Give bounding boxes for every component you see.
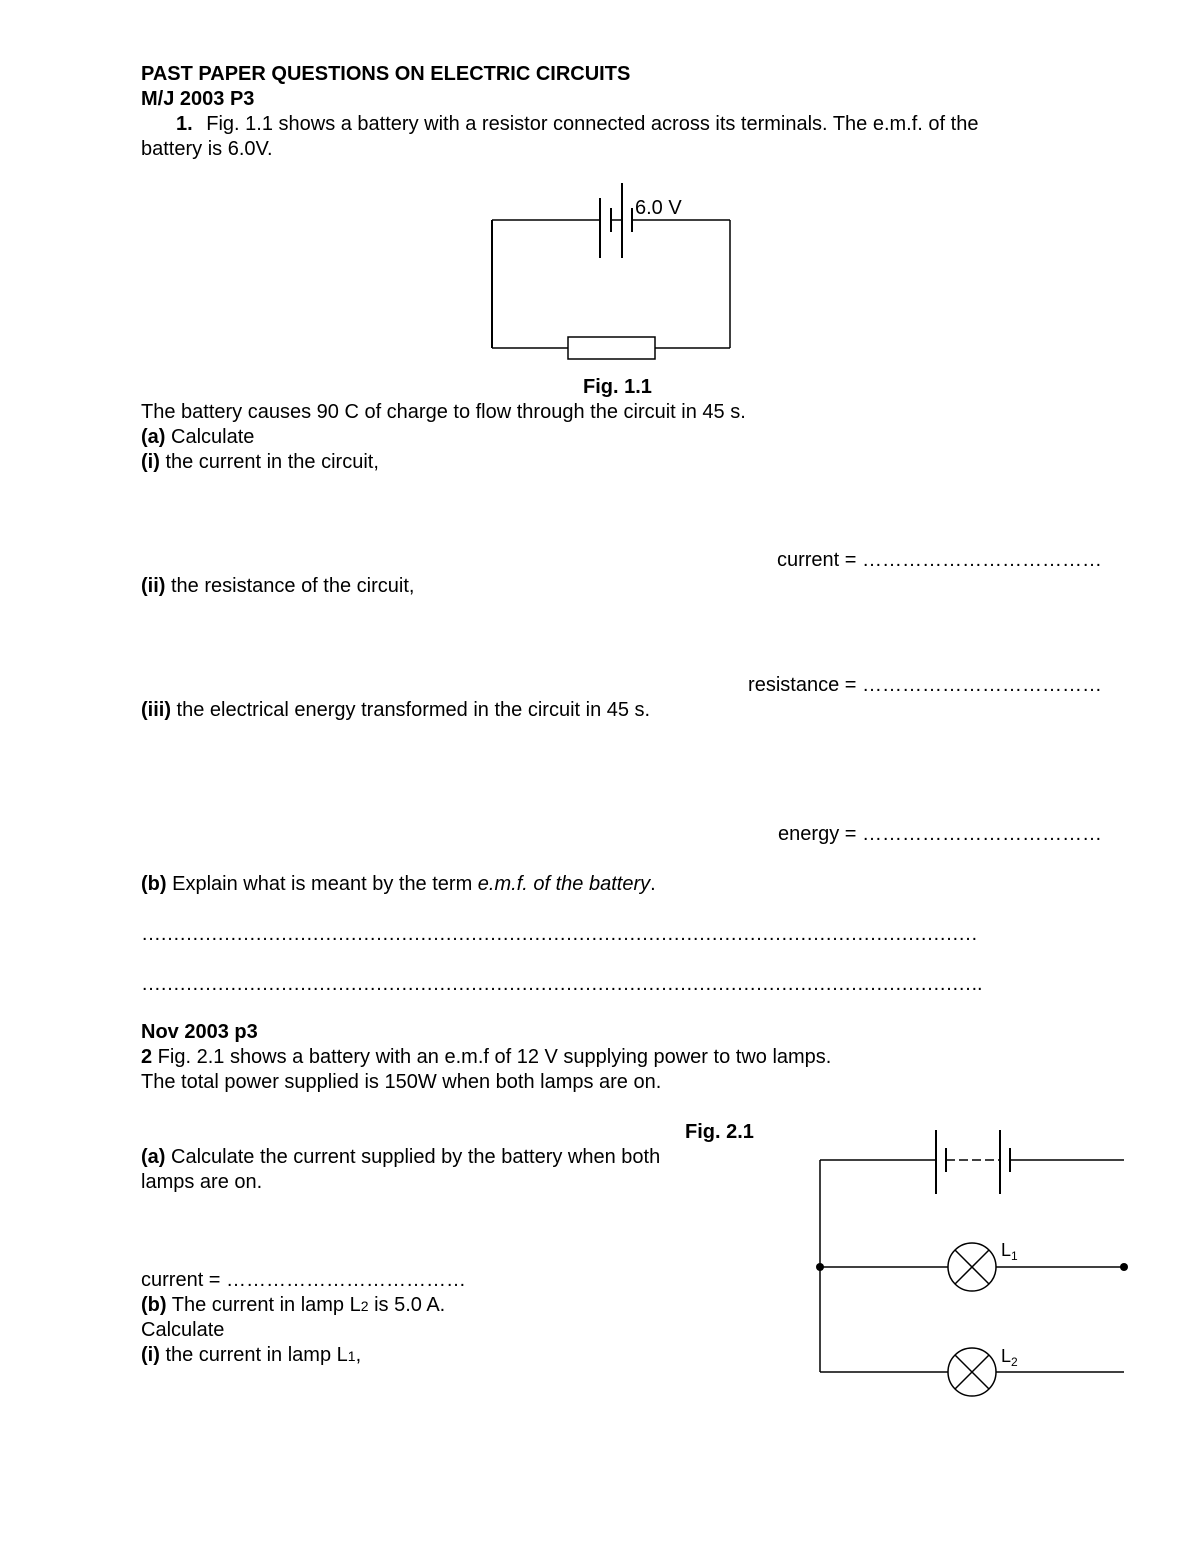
lamp-l2-label: $L_2$ [1001,1346,1018,1369]
q1-stem: The battery causes 90 C of charge to flow through the circuit in 45 s. [141,401,746,423]
q1-number: 1. [176,113,193,135]
q1-intro-line2: battery is 6.0V. [141,138,273,160]
fig2-junction-left [816,1263,824,1271]
q2-intro-text: Fig. 2.1 shows a battery with an e.m.f of 12 V supplying power to two lamps. [152,1046,832,1068]
q1a-text: Calculate [165,426,255,448]
q1aii-text: the resistance of the circuit, [165,575,415,597]
q1ai-label: (i) [141,451,160,473]
q2b-text-post: is 5.0 A. [368,1294,446,1316]
q2a-text: Calculate the current supplied by the battery when both [165,1146,661,1168]
q2-current-answer-line[interactable]: current = ……………………………… [141,1269,467,1291]
q2a-prompt-line2: lamps are on. [141,1171,263,1193]
q1ai-text: the current in the circuit, [159,451,379,473]
q2-number: 2 [141,1046,153,1068]
q1b-text: Explain what is meant by the term [166,873,478,895]
q1aiii-text: the electrical energy transformed in the circuit in 45 s. [171,699,651,721]
q1b-answer-line-2[interactable]: ……………………………………………………………………………………………………………………. [141,973,982,995]
q2b-calculate: Calculate [141,1319,225,1341]
q2bi-text-post: , [355,1344,362,1366]
energy-answer-line[interactable]: energy = ……………………………… [778,823,1102,845]
q1b-answer-line-1[interactable]: …………………………………………………………………………………………………………………… [141,923,977,945]
q1b-label: (b) [141,873,167,895]
fig-2-1-caption: Fig. 2.1 [685,1121,754,1143]
q2b-text-pre: The current in lamp L [166,1294,361,1316]
q2bi-label: (i) [141,1344,160,1366]
q2-intro-line2: The total power supplied is 150W when both lamps are on. [141,1071,662,1093]
q2bi-subscript: 1 [347,1348,356,1364]
q1a-label: (a) [141,426,166,448]
fig1-voltage-label: 6.0 V [635,197,682,219]
resistance-answer-line[interactable]: resistance = ……………………………… [748,674,1102,696]
q1aiii-label: (iii) [141,699,171,721]
current-answer-line[interactable]: current = ……………………………… [776,549,1102,571]
q2b-label: (b) [141,1294,167,1316]
fig-1-1-caption: Fig. 1.1 [583,376,652,398]
q1b-term: e.m.f. of the battery [477,873,651,895]
q1-intro-text: Fig. 1.1 shows a battery with a resistor connected across its terminals. The e.m.f. of the [206,113,979,135]
page-title: PAST PAPER QUESTIONS ON ELECTRIC CIRCUITS [141,63,631,85]
q2a-label: (a) [141,1146,166,1168]
session-heading-mj2003: M/J 2003 P3 [141,88,255,110]
q2b-subscript: 2 [360,1298,369,1314]
fig2-junction-right [1120,1263,1128,1271]
q1aii-label: (ii) [141,575,166,597]
lamp-l1-label: $L_1$ [1001,1240,1018,1263]
session-heading-nov2003: Nov 2003 p3 [141,1021,258,1043]
q1b-end: . [650,873,656,895]
q2bi-text-pre: the current in lamp L [159,1344,348,1366]
